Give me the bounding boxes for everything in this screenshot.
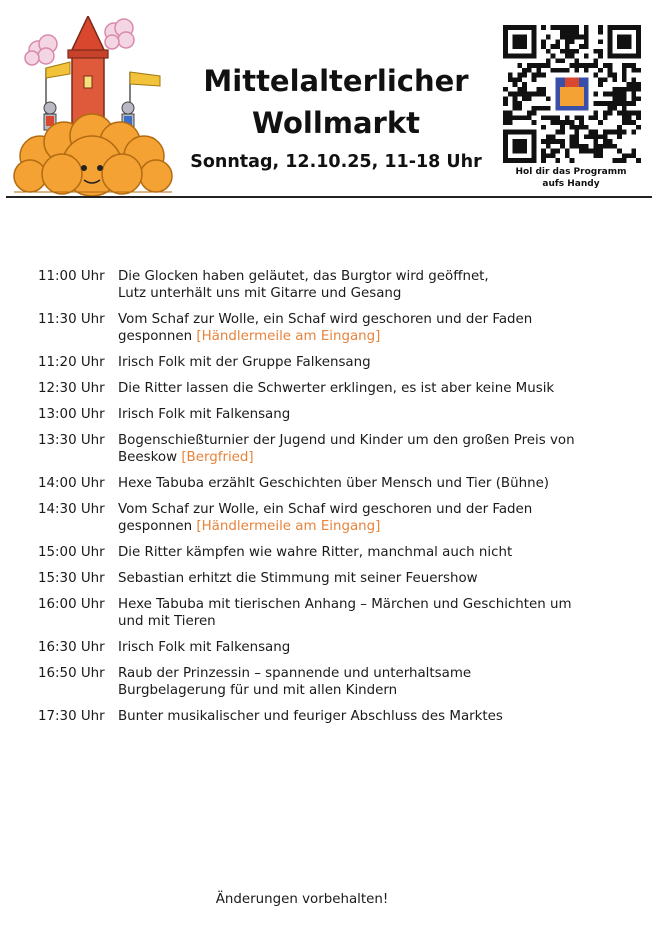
schedule-text-continuation: Lutz unterhält uns mit Gitarre und Gesang bbox=[118, 286, 402, 301]
schedule-text bbox=[118, 544, 638, 561]
schedule-text-line-1: Die Glocken haben geläutet, das Burgtor wird geöffnet, bbox=[118, 269, 489, 284]
schedule-text-line-1: Irisch Folk mit Falkensang bbox=[118, 640, 291, 655]
header-divider bbox=[6, 196, 652, 198]
schedule-text bbox=[118, 475, 638, 492]
schedule-text-line-1: Die Ritter kämpfen wie wahre Ritter, manchmal auch nicht bbox=[118, 545, 513, 560]
schedule-text-line-1: Bunter musikalischer und feuriger Abschluss des Marktes bbox=[118, 709, 503, 724]
schedule-text bbox=[118, 311, 638, 345]
schedule-row bbox=[38, 354, 638, 371]
schedule-row bbox=[38, 432, 638, 466]
schedule-location: [Händlermeile am Eingang] bbox=[196, 329, 381, 344]
qr-code-icon[interactable] bbox=[503, 25, 641, 163]
schedule-text bbox=[118, 570, 638, 587]
schedule-time: 16:50 Uhr bbox=[38, 666, 105, 681]
schedule-text bbox=[118, 596, 638, 630]
schedule-row bbox=[38, 570, 638, 587]
castle-sheep-illustration bbox=[10, 16, 176, 196]
page-header bbox=[0, 0, 657, 198]
schedule-row bbox=[38, 708, 638, 725]
schedule-row bbox=[38, 596, 638, 630]
schedule-text-line-2 bbox=[118, 682, 638, 699]
schedule-text-line-1: Die Ritter lassen die Schwerter erklingen, es ist aber keine Musik bbox=[118, 381, 555, 396]
schedule-time: 14:00 Uhr bbox=[38, 476, 105, 491]
schedule-text-continuation: Beeskow bbox=[118, 450, 178, 465]
schedule-text-line-2 bbox=[118, 613, 638, 630]
schedule-text bbox=[118, 639, 638, 656]
schedule-text bbox=[118, 501, 638, 535]
schedule-text bbox=[118, 354, 638, 371]
schedule-row bbox=[38, 311, 638, 345]
schedule-row bbox=[38, 380, 638, 397]
schedule-text bbox=[118, 665, 638, 699]
schedule-time: 13:30 Uhr bbox=[38, 433, 105, 448]
schedule-time: 15:00 Uhr bbox=[38, 545, 105, 560]
schedule-text-line-1: Raub der Prinzessin – spannende und unterhaltsame bbox=[118, 666, 472, 681]
schedule-text-line-1: Irisch Folk mit Falkensang bbox=[118, 407, 291, 422]
schedule-text-line-1: Hexe Tabuba erzählt Geschichten über Mensch und Tier (Bühne) bbox=[118, 476, 550, 491]
schedule-text-line-1: Vom Schaf zur Wolle, ein Schaf wird geschoren und der Faden bbox=[118, 312, 533, 327]
schedule-time: 12:30 Uhr bbox=[38, 381, 105, 396]
event-date: Sonntag, 12.10.25, 11-18 Uhr bbox=[190, 152, 482, 172]
title-line-2: Wollmarkt bbox=[252, 106, 420, 140]
schedule-time: 15:30 Uhr bbox=[38, 571, 105, 586]
schedule-text-continuation: gesponnen bbox=[118, 329, 193, 344]
schedule-text-line-1: Sebastian erhitzt die Stimmung mit seiner Feuershow bbox=[118, 571, 478, 586]
qr-caption-line-2: aufs Handy bbox=[542, 179, 600, 189]
schedule-text-line-2 bbox=[118, 285, 638, 302]
schedule-text-line-2 bbox=[118, 449, 638, 466]
schedule-row bbox=[38, 406, 638, 423]
qr-caption bbox=[500, 166, 642, 190]
schedule-text-continuation: und mit Tieren bbox=[118, 614, 216, 629]
schedule-text-line-2 bbox=[118, 328, 638, 345]
schedule-time: 16:00 Uhr bbox=[38, 597, 105, 612]
schedule-text bbox=[118, 708, 638, 725]
schedule-text bbox=[118, 432, 638, 466]
schedule-time: 11:30 Uhr bbox=[38, 312, 105, 327]
schedule-time: 14:30 Uhr bbox=[38, 502, 105, 517]
schedule-text bbox=[118, 380, 638, 397]
schedule-text bbox=[118, 268, 638, 302]
schedule-time: 11:00 Uhr bbox=[38, 269, 105, 284]
schedule-location: [Händlermeile am Eingang] bbox=[196, 519, 381, 534]
schedule-time: 11:20 Uhr bbox=[38, 355, 105, 370]
schedule-text-line-2 bbox=[118, 518, 638, 535]
schedule-list bbox=[38, 268, 638, 734]
schedule-text-line-1: Bogenschießturnier der Jugend und Kinder um den großen Preis von bbox=[118, 433, 575, 448]
schedule-time: 13:00 Uhr bbox=[38, 407, 105, 422]
title-line-1: Mittelalterlicher bbox=[203, 64, 469, 98]
schedule-row bbox=[38, 475, 638, 492]
schedule-row bbox=[38, 268, 638, 302]
schedule-text-line-1: Vom Schaf zur Wolle, ein Schaf wird geschoren und der Faden bbox=[118, 502, 533, 517]
schedule-row bbox=[38, 501, 638, 535]
schedule-time: 16:30 Uhr bbox=[38, 640, 105, 655]
schedule-row bbox=[38, 544, 638, 561]
footer-note: Änderungen vorbehalten! bbox=[215, 892, 389, 907]
title-block bbox=[188, 60, 484, 172]
schedule-text-line-1: Hexe Tabuba mit tierischen Anhang – Märchen und Geschichten um bbox=[118, 597, 572, 612]
schedule-row bbox=[38, 665, 638, 699]
schedule-time: 17:30 Uhr bbox=[38, 709, 105, 724]
schedule-text-continuation: gesponnen bbox=[118, 519, 193, 534]
schedule-text-line-1: Irisch Folk mit der Gruppe Falkensang bbox=[118, 355, 371, 370]
schedule-text bbox=[118, 406, 638, 423]
qr-caption-line-1: Hol dir das Programm bbox=[515, 167, 627, 177]
schedule-text-continuation: Burgbelagerung für und mit allen Kindern bbox=[118, 683, 398, 698]
schedule-row bbox=[38, 639, 638, 656]
schedule-location: [Bergfried] bbox=[181, 450, 254, 465]
